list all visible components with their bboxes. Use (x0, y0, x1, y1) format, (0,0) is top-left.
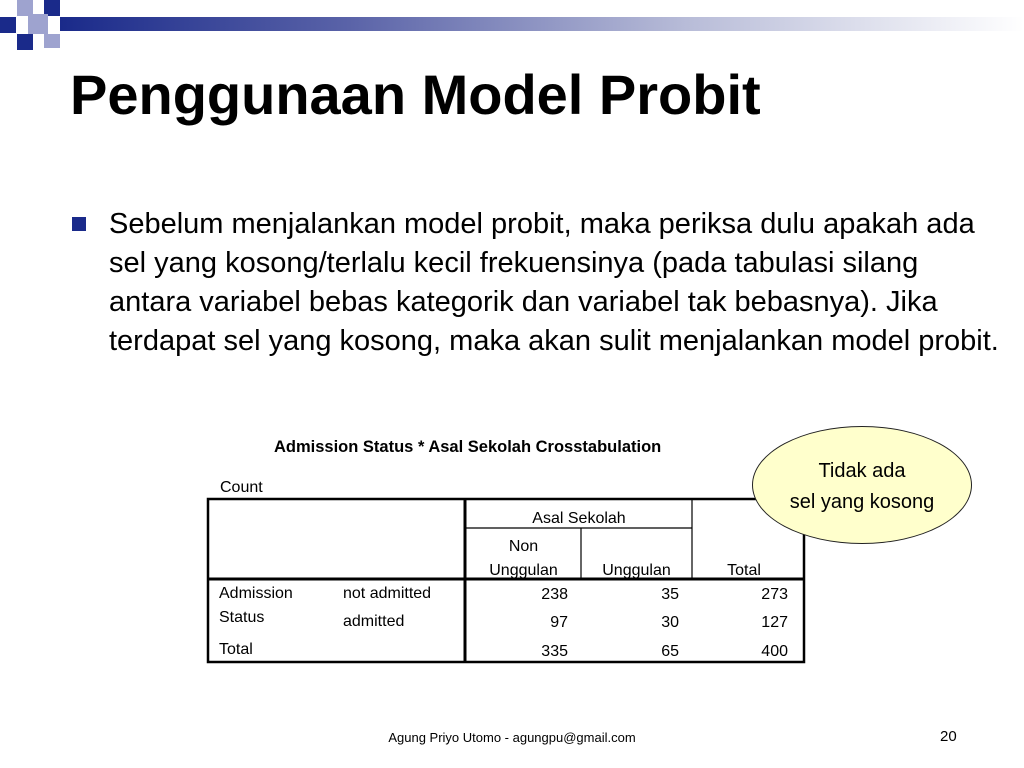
deco-square (17, 34, 33, 50)
slide-title: Penggunaan Model Probit (70, 63, 761, 126)
cell-value: 30 (661, 614, 679, 631)
cell-value: 400 (761, 643, 788, 660)
cell-value: 35 (661, 586, 679, 603)
cell-value: 127 (761, 614, 788, 631)
crosstab-title: Admission Status * Asal Sekolah Crosstabulation (274, 438, 662, 456)
cell-value: 273 (761, 586, 788, 603)
row-group-label-line2: Status (219, 609, 265, 626)
count-label: Count (220, 479, 263, 496)
cell-value: 238 (541, 586, 568, 603)
cell-value: 65 (661, 643, 679, 660)
square-bullet-icon (72, 217, 86, 231)
col-header-non-line1: Non (508, 538, 539, 555)
callout-ellipse (752, 426, 972, 544)
group-header: Asal Sekolah (532, 510, 626, 527)
page-number: 20 (940, 728, 957, 745)
callout-line1: Tidak ada (818, 460, 906, 482)
cell-value: 335 (541, 643, 568, 660)
header-decoration (0, 0, 1024, 50)
deco-square (44, 34, 60, 48)
bullet-text: Sebelum menjalankan model probit, maka periksa dulu apakah ada sel yang kosong/terlalu kecil frekuensinya (pada tabulasi silang antara variabel bebas kategorik dan variabel tak bebasnya). Jika terdapat sel yang kosong, maka akan sulit menjalankan model probit. (109, 208, 999, 357)
col-header-non-line2: Unggulan (489, 562, 558, 579)
col-header-total: Total (727, 562, 761, 579)
header-gradient-bar (60, 17, 1024, 31)
deco-square (0, 17, 16, 33)
row-label-total: Total (219, 641, 253, 658)
col-header-unggulan: Unggulan (602, 562, 671, 579)
row-label-not-admitted: not admitted (343, 585, 432, 602)
row-group-label-line1: Admission (219, 585, 293, 602)
bullet-point (72, 205, 1002, 361)
footer-text: Agung Priyo Utomo - agungpu@gmail.com (388, 730, 636, 745)
row-label-admitted: admitted (343, 613, 405, 630)
callout-line2: sel yang kosong (789, 491, 935, 513)
cell-value: 97 (550, 614, 568, 631)
deco-square (28, 14, 48, 34)
